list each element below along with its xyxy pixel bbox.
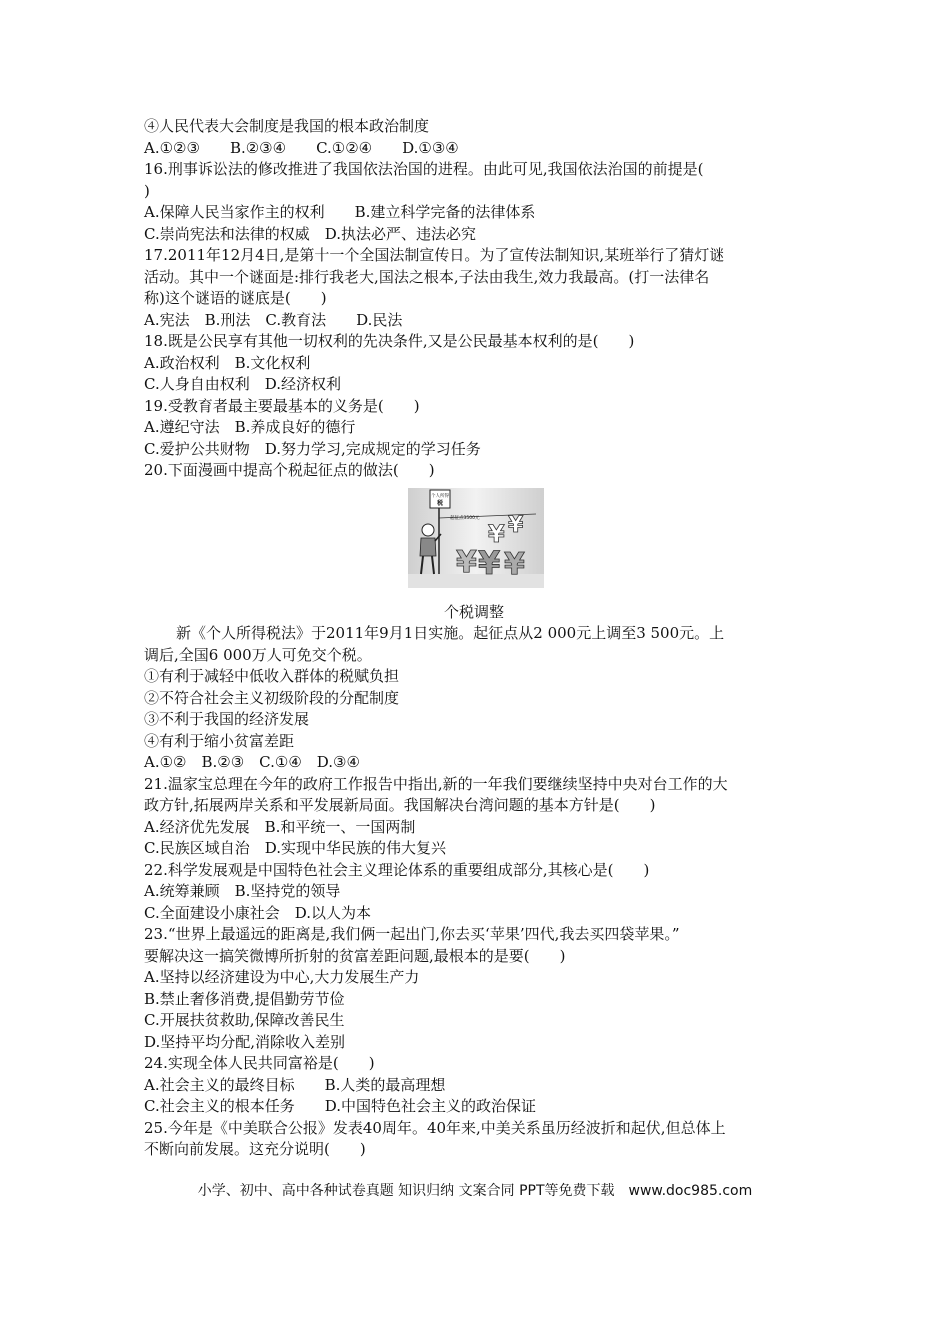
text-line: 不断向前发展。这充分说明( ): [144, 1140, 366, 1158]
text-line: C.人身自由权利 D.经济权利: [144, 375, 341, 393]
text-line: 22.科学发展观是中国特色社会主义理论体系的重要组成部分,其核心是( ): [144, 860, 650, 879]
banner-text: 起征点3500元: [450, 515, 480, 521]
text-line: 24.实现全体人民共同富裕是( ): [144, 1054, 375, 1072]
text-line: 新《个人所得税法》于2011年9月1日实施。起征点从2 000元上调至3 500元。上: [176, 624, 725, 642]
text-line: C.崇尚宪法和法律的权威 D.执法必严、违法必究: [144, 224, 476, 243]
yuan-symbol: ¥: [478, 543, 501, 582]
text-line: ): [144, 181, 150, 200]
yuan-symbol: ¥: [488, 519, 505, 548]
tax-cartoon: [408, 488, 544, 588]
text-line: 16.刑事诉讼法的修改推进了我国依法治国的进程。由此可见,我国依法治国的前提是(: [144, 160, 704, 178]
text-line: D.坚持平均分配,消除收入差别: [144, 1032, 346, 1051]
cartoon-illustration: [408, 488, 544, 588]
text-line: A.宪法 B.刑法 C.教育法 D.民法: [144, 310, 403, 329]
text-line: ④人民代表大会制度是我国的根本政治制度: [144, 117, 430, 135]
text-line: ③不利于我国的经济发展: [144, 710, 310, 728]
text-line: ①有利于减轻中低收入群体的税赋负担: [144, 667, 400, 685]
question-block-top: [144, 116, 804, 482]
text-line: C.社会主义的根本任务 D.中国特色社会主义的政治保证: [144, 1097, 536, 1115]
text-line: ④有利于缩小贫富差距: [144, 731, 295, 750]
yuan-symbol: ¥: [504, 546, 525, 582]
text-line: A.坚持以经济建设为中心,大力发展生产力: [144, 968, 420, 986]
text-line: A.经济优先发展 B.和平统一、一国两制: [144, 817, 416, 836]
text-line: 称)这个谜语的谜底是( ): [144, 289, 327, 307]
text-line: 活动。其中一个谜面是:排行我老大,国法之根本,子法由我生,效力我最高。(打一法律名: [144, 267, 710, 286]
text-line: 20.下面漫画中提高个税起征点的做法( ): [144, 461, 435, 479]
text-line: C.开展扶贫救助,保障改善民生: [144, 1011, 345, 1029]
text-line: A.统筹兼顾 B.坚持党的领导: [144, 882, 341, 900]
text-line: B.禁止奢侈消费,提倡勤劳节俭: [144, 989, 345, 1008]
text-line: 23.“世界上最遥远的距离是,我们俩一起出门,你去买‘苹果’四代,我去买四袋苹果。”: [144, 925, 680, 943]
text-line: 18.既是公民享有其他一切权利的先决条件,又是公民最基本权利的是( ): [144, 332, 635, 350]
text-line: A.①② B.②③ C.①④ D.③④: [144, 753, 360, 771]
text-line: ②不符合社会主义初级阶段的分配制度: [144, 688, 400, 707]
text-line: A.①②③ B.②③④ C.①②④ D.①③④: [144, 138, 459, 157]
person-body: [420, 538, 436, 556]
yuan-symbol: ¥: [508, 512, 524, 538]
text-line: 调后,全国6 000万人可免交个税。: [144, 645, 372, 664]
text-line: A.保障人民当家作主的权利 B.建立科学完备的法律体系: [144, 203, 536, 221]
sign-text-line1: 个人所得: [431, 493, 449, 499]
page-footer: 小学、初中、高中各种试卷真题 知识归纳 文案合同 PPT等免费下载 www.doc985.com: [197, 1183, 753, 1199]
question-block-bottom: [144, 666, 804, 1161]
text-line: 25.今年是《中美联合公报》发表40周年。40年来,中美关系虽历经波折和起伏,但总体上: [144, 1118, 726, 1137]
figure-caption: 个税调整: [443, 602, 504, 621]
text-line: C.爱护公共财物 D.努力学习,完成规定的学习任务: [144, 439, 481, 458]
text-line: 19.受教育者最主要最基本的义务是( ): [144, 396, 420, 415]
cartoon-paragraph: [144, 623, 804, 666]
text-line: C.全面建设小康社会 D.以人为本: [144, 903, 371, 922]
text-line: C.民族区域自治 D.实现中华民族的伟大复兴: [144, 839, 446, 857]
text-line: 要解决这一搞笑微博所折射的贫富差距问题,最根本的是要( ): [144, 946, 566, 965]
person-head: [422, 524, 434, 536]
text-line: A.遵纪守法 B.养成良好的德行: [144, 418, 356, 436]
document-page: [144, 116, 804, 1161]
text-line: A.政治权利 B.文化权利: [144, 353, 311, 372]
text-line: A.社会主义的最终目标 B.人类的最高理想: [144, 1075, 446, 1094]
yuan-symbol: ¥: [456, 544, 477, 580]
sign-text-line2: 税: [436, 499, 444, 507]
text-line: 17.2011年12月4日,是第十一个全国法制宣传日。为了宣传法制知识,某班举行了猜灯谜: [144, 246, 725, 264]
text-line: 政方针,拓展两岸关系和平发展新局面。我国解决台湾问题的基本方针是( ): [144, 796, 656, 814]
text-line: 21.温家宝总理在今年的政府工作报告中指出,新的一年我们要继续坚持中央对台工作的大: [144, 774, 728, 793]
